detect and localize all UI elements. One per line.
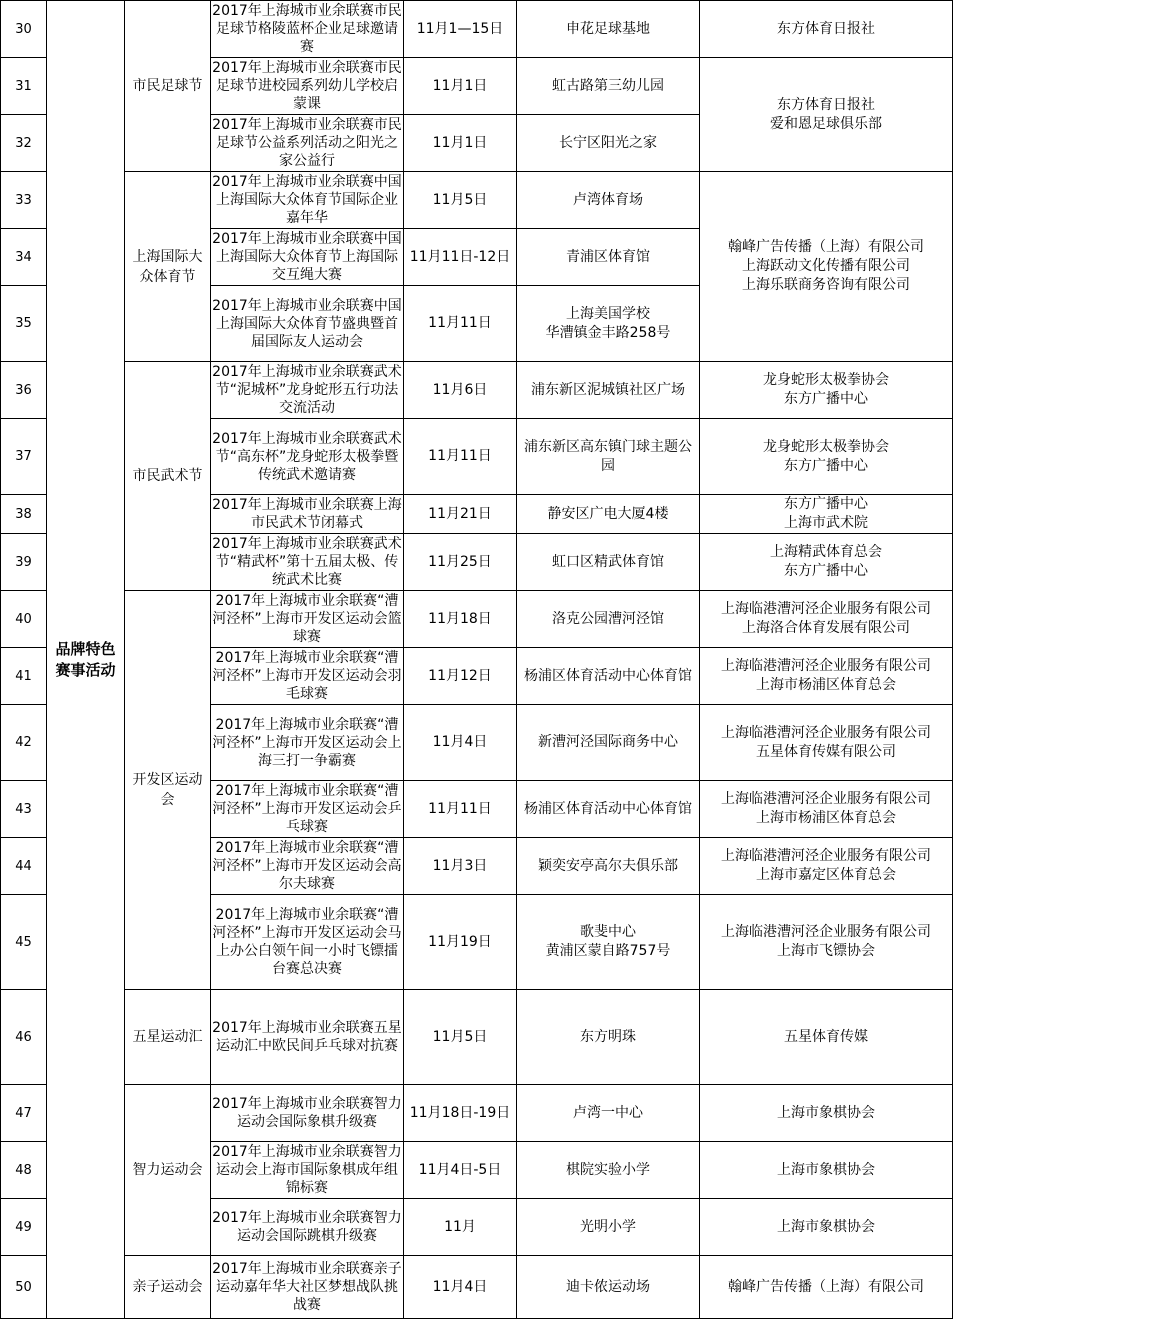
row-number: 34 bbox=[1, 229, 47, 286]
table-row bbox=[1, 172, 953, 229]
row-number: 44 bbox=[1, 838, 47, 895]
table-row bbox=[1, 1, 953, 58]
row-number: 36 bbox=[1, 362, 47, 419]
event-name: 2017年上海城市业余联赛中国上海国际大众体育节盛典暨首届国际友人运动会 bbox=[211, 286, 404, 362]
event-date: 11月11日 bbox=[404, 286, 517, 362]
event-organizer: 上海市象棋协会 bbox=[700, 1142, 953, 1199]
event-venue: 虹口区精武体育馆 bbox=[517, 534, 700, 591]
row-number: 32 bbox=[1, 115, 47, 172]
row-number: 43 bbox=[1, 781, 47, 838]
group-name: 亲子运动会 bbox=[125, 1256, 211, 1319]
event-venue: 青浦区体育馆 bbox=[517, 229, 700, 286]
event-name: 2017年上海城市业余联赛智力运动会国际象棋升级赛 bbox=[211, 1085, 404, 1142]
event-name: 2017年上海城市业余联赛市民足球节公益系列活动之阳光之家公益行 bbox=[211, 115, 404, 172]
table-row bbox=[1, 1256, 953, 1319]
event-organizer: 上海临港漕河泾企业服务有限公司 上海市杨浦区体育总会 bbox=[700, 648, 953, 705]
event-name: 2017年上海城市业余联赛“漕河泾杯”上海市开发区运动会高尔夫球赛 bbox=[211, 838, 404, 895]
table-row bbox=[1, 591, 953, 648]
event-venue: 上海美国学校 华漕镇金丰路258号 bbox=[517, 286, 700, 362]
group-name: 上海国际大众体育节 bbox=[125, 172, 211, 362]
event-date: 11月5日 bbox=[404, 990, 517, 1085]
event-venue: 卢湾一中心 bbox=[517, 1085, 700, 1142]
event-name: 2017年上海城市业余联赛武术节“泥城杯”龙身蛇形五行功法交流活动 bbox=[211, 362, 404, 419]
event-organizer: 上海市象棋协会 bbox=[700, 1085, 953, 1142]
event-organizer: 上海临港漕河泾企业服务有限公司 上海市嘉定区体育总会 bbox=[700, 838, 953, 895]
event-venue: 棋院实验小学 bbox=[517, 1142, 700, 1199]
event-organizer: 龙身蛇形太极拳协会 东方广播中心 bbox=[700, 419, 953, 495]
event-venue: 东方明珠 bbox=[517, 990, 700, 1085]
event-venue: 光明小学 bbox=[517, 1199, 700, 1256]
event-venue: 歌斐中心 黄浦区蒙自路757号 bbox=[517, 895, 700, 990]
event-organizer-merged: 翰峰广告传播（上海）有限公司 上海跃动文化传播有限公司 上海乐联商务咨询有限公司 bbox=[700, 172, 953, 362]
event-organizer: 上海精武体育总会 东方广播中心 bbox=[700, 534, 953, 591]
event-name: 2017年上海城市业余联赛市民足球节格陵蓝杯企业足球邀请赛 bbox=[211, 1, 404, 58]
event-name: 2017年上海城市业余联赛亲子运动嘉年华大社区梦想战队挑战赛 bbox=[211, 1256, 404, 1319]
event-date: 11月4日-5日 bbox=[404, 1142, 517, 1199]
event-date: 11月11日-12日 bbox=[404, 229, 517, 286]
event-date: 11月1日 bbox=[404, 115, 517, 172]
event-venue: 迪卡侬运动场 bbox=[517, 1256, 700, 1319]
event-venue: 浦东新区泥城镇社区广场 bbox=[517, 362, 700, 419]
group-name: 市民足球节 bbox=[125, 1, 211, 172]
event-name: 2017年上海城市业余联赛“漕河泾杯”上海市开发区运动会篮球赛 bbox=[211, 591, 404, 648]
event-date: 11月18日-19日 bbox=[404, 1085, 517, 1142]
row-number: 50 bbox=[1, 1256, 47, 1319]
event-name: 2017年上海城市业余联赛上海市民武术节闭幕式 bbox=[211, 495, 404, 534]
event-date: 11月1日 bbox=[404, 58, 517, 115]
table-row bbox=[1, 990, 953, 1085]
event-organizer: 上海市象棋协会 bbox=[700, 1199, 953, 1256]
row-number: 35 bbox=[1, 286, 47, 362]
event-date: 11月18日 bbox=[404, 591, 517, 648]
event-name: 2017年上海城市业余联赛“漕河泾杯”上海市开发区运动会乒乓球赛 bbox=[211, 781, 404, 838]
event-organizer: 东方广播中心 上海市武术院 bbox=[700, 495, 953, 534]
event-organizer: 上海临港漕河泾企业服务有限公司 上海市飞镖协会 bbox=[700, 895, 953, 990]
event-organizer-merged: 东方体育日报社 爱和恩足球俱乐部 bbox=[700, 58, 953, 172]
event-venue: 静安区广电大厦4楼 bbox=[517, 495, 700, 534]
row-number: 40 bbox=[1, 591, 47, 648]
row-number: 42 bbox=[1, 705, 47, 781]
group-name: 智力运动会 bbox=[125, 1085, 211, 1256]
event-venue: 颖奕安亭高尔夫俱乐部 bbox=[517, 838, 700, 895]
event-date: 11月4日 bbox=[404, 1256, 517, 1319]
event-date: 11月19日 bbox=[404, 895, 517, 990]
row-number: 39 bbox=[1, 534, 47, 591]
event-venue: 虹古路第三幼儿园 bbox=[517, 58, 700, 115]
event-date: 11月5日 bbox=[404, 172, 517, 229]
event-date: 11月 bbox=[404, 1199, 517, 1256]
event-date: 11月4日 bbox=[404, 705, 517, 781]
event-venue: 卢湾体育场 bbox=[517, 172, 700, 229]
row-number: 30 bbox=[1, 1, 47, 58]
event-name: 2017年上海城市业余联赛智力运动会国际跳棋升级赛 bbox=[211, 1199, 404, 1256]
event-organizer: 五星体育传媒 bbox=[700, 990, 953, 1085]
group-name: 五星运动汇 bbox=[125, 990, 211, 1085]
event-name: 2017年上海城市业余联赛智力运动会上海市国际象棋成年组锦标赛 bbox=[211, 1142, 404, 1199]
event-name: 2017年上海城市业余联赛五星运动汇中欧民间乒乓球对抗赛 bbox=[211, 990, 404, 1085]
event-venue: 杨浦区体育活动中心体育馆 bbox=[517, 781, 700, 838]
event-organizer: 上海临港漕河泾企业服务有限公司 上海市杨浦区体育总会 bbox=[700, 781, 953, 838]
event-organizer: 上海临港漕河泾企业服务有限公司 上海洛合体育发展有限公司 bbox=[700, 591, 953, 648]
event-organizer: 翰峰广告传播（上海）有限公司 bbox=[700, 1256, 953, 1319]
group-name: 市民武术节 bbox=[125, 362, 211, 591]
event-date: 11月12日 bbox=[404, 648, 517, 705]
event-name: 2017年上海城市业余联赛中国上海国际大众体育节国际企业嘉年华 bbox=[211, 172, 404, 229]
row-number: 49 bbox=[1, 1199, 47, 1256]
category-label: 品牌特色赛事活动 bbox=[55, 639, 116, 679]
event-name: 2017年上海城市业余联赛“漕河泾杯”上海市开发区运动会上海三打一争霸赛 bbox=[211, 705, 404, 781]
event-date: 11月1—15日 bbox=[404, 1, 517, 58]
row-number: 48 bbox=[1, 1142, 47, 1199]
event-name: 2017年上海城市业余联赛武术节“精武杯”第十五届太极、传统武术比赛 bbox=[211, 534, 404, 591]
group-name: 开发区运动会 bbox=[125, 591, 211, 990]
event-venue: 申花足球基地 bbox=[517, 1, 700, 58]
table-row bbox=[1, 362, 953, 419]
row-number: 41 bbox=[1, 648, 47, 705]
event-venue: 新漕河泾国际商务中心 bbox=[517, 705, 700, 781]
event-name: 2017年上海城市业余联赛“漕河泾杯”上海市开发区运动会马上办公白领午间一小时飞镖擂台赛总决赛 bbox=[211, 895, 404, 990]
row-number: 38 bbox=[1, 495, 47, 534]
event-date: 11月21日 bbox=[404, 495, 517, 534]
event-date: 11月25日 bbox=[404, 534, 517, 591]
event-name: 2017年上海城市业余联赛市民足球节进校园系列幼儿学校启蒙课 bbox=[211, 58, 404, 115]
event-name: 2017年上海城市业余联赛武术节“高东杯”龙身蛇形太极拳暨传统武术邀请赛 bbox=[211, 419, 404, 495]
table-row bbox=[1, 1085, 953, 1142]
event-name: 2017年上海城市业余联赛“漕河泾杯”上海市开发区运动会羽毛球赛 bbox=[211, 648, 404, 705]
event-venue: 洛克公园漕河泾馆 bbox=[517, 591, 700, 648]
event-name: 2017年上海城市业余联赛中国上海国际大众体育节上海国际交互绳大赛 bbox=[211, 229, 404, 286]
row-number: 46 bbox=[1, 990, 47, 1085]
row-number: 45 bbox=[1, 895, 47, 990]
event-organizer: 东方体育日报社 bbox=[700, 1, 953, 58]
event-venue: 浦东新区高东镇门球主题公园 bbox=[517, 419, 700, 495]
event-venue: 杨浦区体育活动中心体育馆 bbox=[517, 648, 700, 705]
event-date: 11月6日 bbox=[404, 362, 517, 419]
event-organizer: 龙身蛇形太极拳协会 东方广播中心 bbox=[700, 362, 953, 419]
event-date: 11月3日 bbox=[404, 838, 517, 895]
row-number: 47 bbox=[1, 1085, 47, 1142]
row-number: 33 bbox=[1, 172, 47, 229]
row-number: 31 bbox=[1, 58, 47, 115]
event-venue: 长宁区阳光之家 bbox=[517, 115, 700, 172]
event-date: 11月11日 bbox=[404, 419, 517, 495]
row-number: 37 bbox=[1, 419, 47, 495]
event-organizer: 上海临港漕河泾企业服务有限公司 五星体育传媒有限公司 bbox=[700, 705, 953, 781]
event-date: 11月11日 bbox=[404, 781, 517, 838]
category-cell bbox=[47, 1, 125, 1319]
